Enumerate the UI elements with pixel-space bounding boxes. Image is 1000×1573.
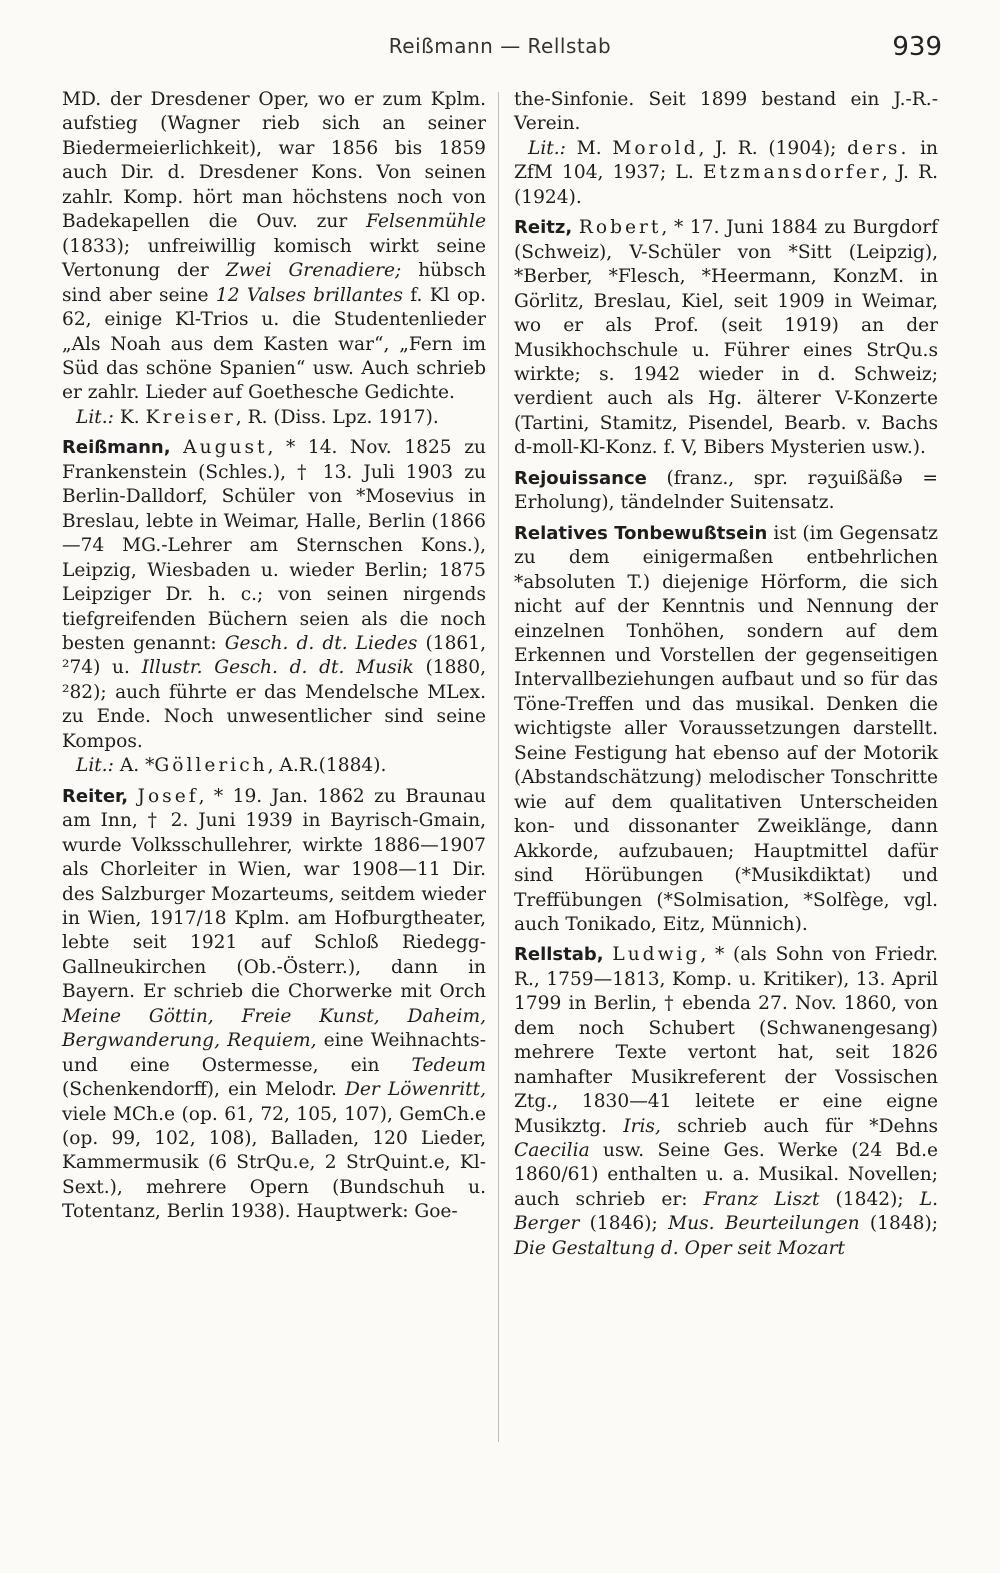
entry-reitz: Reitz, Robert, * 17. Juni 1884 zu Burgdorf (Schweiz), V-Schüler von *Sitt (Leipzig), *Berber, *Flesch, *Heermann, KonzM. in Görlitz, Breslau, Kiel, seit 1909 in Weimar, wo er als Prof. (seit 1919) an der Musikhochschule u. Führer eines StrQu.s wirkte; s. 1942 wieder in d. Schweiz; verdient auch als Hg. älterer V-Konzerte (Tartini, Stamitz, Pisendel, Bearb. v. Bachs d-moll-Kl-Konz. f. V, Bibers Mysterien usw.).	[514, 217, 938, 459]
literature-line: Lit.: K. Kreiser, R. (Diss. Lpz. 1917).	[76, 406, 439, 428]
literature-line: Lit.: M. Morold, J. R. (1904); ders. in ZfM 104, 1937; L. Etzmansdorfer, J. R. (1924).	[514, 137, 938, 208]
literature-line: Lit.: A. *Göllerich, A.R.(1884).	[76, 755, 387, 777]
entry-reiter: Reiter, Josef, * 19. Jan. 1862 zu Braunau am Inn, † 2. Juni 1939 in Bayrisch-Gmain, wurde Volksschullehrer, wirkte 1886—1907 als Chorleiter in Wien, war 1908—11 Dir. des Salzburger Mozarteums, seitdem wieder in Wien, 1917/18 Kplm. am Hofburgtheater, lebte seit 1921 auf Schloß Riedegg-Gallneukirchen (Ob.-Österr.), dann in Bayern. Er schrieb die Chorwerke mit Orch Meine Göttin, Freie Kunst, Daheim, Bergwanderung, Requiem, eine Weihnachts- und eine Ostermesse, ein Tedeum (Schenkendorff), ein Melodr. Der Löwenritt, viele MCh.e (op. 61, 72, 105, 107), GemCh.e (op. 99, 102, 108), Balladen, 120 Lieder, Kammermusik (6 StrQu.e, 2 StrQuint.e, Kl-Sext.), mehrere Opern (Bundschuh u. Totentanz, Berlin 1938). Hauptwerk: Goe-	[62, 785, 486, 1223]
running-head: Reißmann — Rellstab	[388, 34, 612, 58]
headword: Reißmann,	[62, 437, 171, 459]
entry-continuation: the-Sinfonie. Seit 1899 bestand ein J.-R.-Verein.	[514, 89, 938, 135]
headword: Rellstab,	[514, 944, 604, 966]
headword: Rejouissance	[514, 467, 647, 489]
column-divider	[498, 92, 499, 1442]
entry-rejouissance: Rejouissance (franz., spr. rəʒuißäßə = Erholung), tändelnder Suitensatz.	[514, 467, 938, 514]
headword: Relatives Tonbewußtsein	[514, 522, 768, 544]
page-number: 939	[892, 32, 942, 62]
right-column	[514, 88, 938, 1261]
entry-reissmann: Reißmann, August, * 14. Nov. 1825 zu Frankenstein (Schles.), † 13. Juli 1903 zu Berlin-Dalldorf, Schüler von *Mosevius in Breslau, lebte in Weimar, Halle, Berlin (1866—74 MG.-Lehrer am Sternschen Kons.), Leipzig, Wiesbaden u. wieder Berlin; 1875 Leipziger Dr. h. c.; von seinen nirgends tiefgreifenden Büchern seien als die noch besten genannt: Gesch. d. dt. Liedes (1861, ²74) u. Illustr. Gesch. d. dt. Musik (1880, ²82); auch führte er das Mendelsche MLex. zu Ende. Noch unwesentlicher sind seine Kompos.	[62, 437, 486, 752]
headword: Reitz,	[514, 217, 573, 239]
entry-continuation: MD. der Dresdener Oper, wo er zum Kplm. aufstieg (Wagner rieb sich an seiner Biedermeierlichkeit), war 1856 bis 1859 auch Dir. d. Dresdener Kons. Von seinen zahlr. Komp. hört man höchstens noch von Badekapellen die Ouv. zur Felsenmühle (1833); unfreiwillig komisch wirkt seine Vertonung der Zwei Grenadiere; hübsch sind aber seine 12 Valses brillantes f. Kl op. 62, einige Kl-Trios u. die Studentenlieder „Als Noah aus dem Kasten war“, „Fern im Süd das schöne Spanien“ usw. Auch schrieb er zahlr. Lieder auf Goethesche Gedichte.	[62, 89, 486, 404]
headword: Reiter,	[62, 785, 129, 807]
entry-rellstab: Rellstab, Ludwig, * (als Sohn von Friedr. R., 1759—1813, Komp. u. Kritiker), 13. April 1799 in Berlin, † ebenda 27. Nov. 1860, von dem noch Schubert (Schwanengesang) mehrere Texte vertont hat, seit 1826 namhafter Musikreferent der Vossischen Ztg., 1830—41 leitete er eine eigne Musikztg. Iris, schrieb auch für *Dehns Caecilia usw. Seine Ges. Werke (24 Bd.e 1860/61) enthalten u. a. Musikal. Novellen; auch schrieb er: Franz Liszt (1842); L. Berger (1846); Mus. Beurteilungen (1848); Die Gestaltung d. Oper seit Mozart	[514, 944, 938, 1259]
entry-relatives-tonbewusstsein: Relatives Tonbewußtsein ist (im Gegensatz zu dem einigermaßen entbehrlichen *absoluten T.) diejenige Hörform, die sich nicht auf der Kenntnis und Nennung der einzelnen Tonhöhen, sondern auf dem Erkennen und Vorstellen der gegenseitigen Intervallbeziehungen aufbaut und so für das Töne-Treffen und das musikal. Denken die wichtigste aller Voraussetzungen darstellt. Seine Festigung hat ebenso auf der Motorik (Abstandschätzung) melodischer Tonschritte wie auf dem qualitativen Unterscheiden kon- und dissonanter Zweiklänge, dann Akkorde, aufzubauen; Hauptmittel dafür sind Hörübungen (*Musikdiktat) und Treffübungen (*Solmisation, *Solfège, vgl. auch Tonikado, Eitz, Münnich).	[514, 522, 938, 935]
left-column	[62, 88, 486, 1225]
